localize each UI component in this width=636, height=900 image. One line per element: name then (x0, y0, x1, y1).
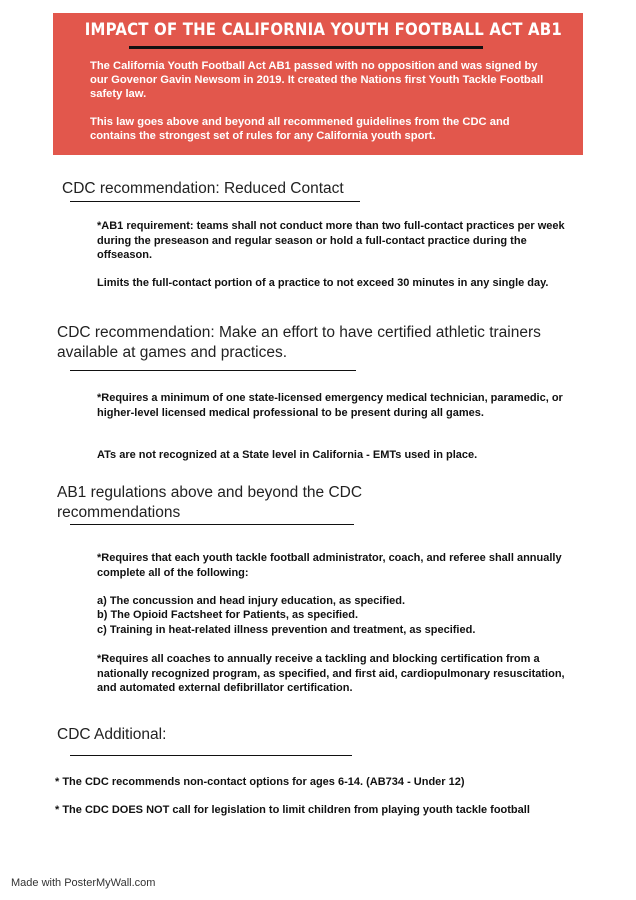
section-divider (70, 524, 354, 525)
section-heading-ab1-regulations: AB1 regulations above and beyond the CDC recommendations (57, 484, 363, 521)
list-item-opioid: b) The Opioid Factsheet for Patients, as specified. (97, 609, 358, 621)
section-divider (70, 755, 352, 756)
title-underline (129, 46, 483, 49)
banner-paragraph-intro: The California Youth Football Act AB1 passed with no opposition and was signed by our Govenor Gavin Newsom in 2019. It created the Nations first Youth Tackle Football safety law. (90, 60, 544, 100)
section-heading-athletic-trainers: CDC recommendation: Make an effort to have certified athletic trainers available at games and practices. (57, 324, 541, 361)
poster-title: IMPACT OF THE CALIFORNIA YOUTH FOOTBALL ACT AB1 (84, 20, 562, 40)
section-divider (70, 201, 360, 202)
annual-education-requirement: *Requires that each youth tackle football administrator, coach, and referee shall annually complete all of the following: (97, 552, 562, 579)
medical-professional-requirement: *Requires a minimum of one state-licensed emergency medical technician, paramedic, or higher-level licensed medical professional to be present during all games. (97, 392, 563, 419)
full-contact-limit: Limits the full-contact portion of a practice to not exceed 30 minutes in any single day. (97, 277, 549, 289)
cdc-legislation-note: * The CDC DOES NOT call for legislation to limit children from playing youth tackle football (55, 804, 530, 816)
section-heading-cdc-additional: CDC Additional: (57, 726, 167, 743)
list-item-heat-illness: c) Training in heat-related illness prevention and treatment, as specified. (97, 624, 476, 636)
section-divider (70, 370, 356, 371)
ab1-practice-requirement: *AB1 requirement: teams shall not conduct more than two full-contact practices per week during the preseason and regular season or hold a full-contact practice during the offseason. (97, 220, 565, 261)
list-item-concussion: a) The concussion and head injury education, as specified. (97, 595, 406, 607)
coach-certification-requirement: *Requires all coaches to annually receive a tackling and blocking certification from a nationally recognized program, as specified, and first aid, cardiopulmonary resuscitation, and automated external defibrillator certification. (97, 653, 565, 694)
ats-note: ATs are not recognized at a State level in California - EMTs used in place. (97, 449, 478, 461)
cdc-non-contact-note: * The CDC recommends non-contact options for ages 6-14. (AB734 - Under 12) (55, 776, 465, 788)
section-heading-reduced-contact: CDC recommendation: Reduced Contact (62, 180, 344, 197)
footer-credit: Made with PosterMyWall.com (11, 877, 156, 889)
header-banner (53, 13, 583, 155)
banner-paragraph-guidelines: This law goes above and beyond all recommened guidelines from the CDC and contains the strongest set of rules for any California youth sport. (90, 116, 510, 142)
